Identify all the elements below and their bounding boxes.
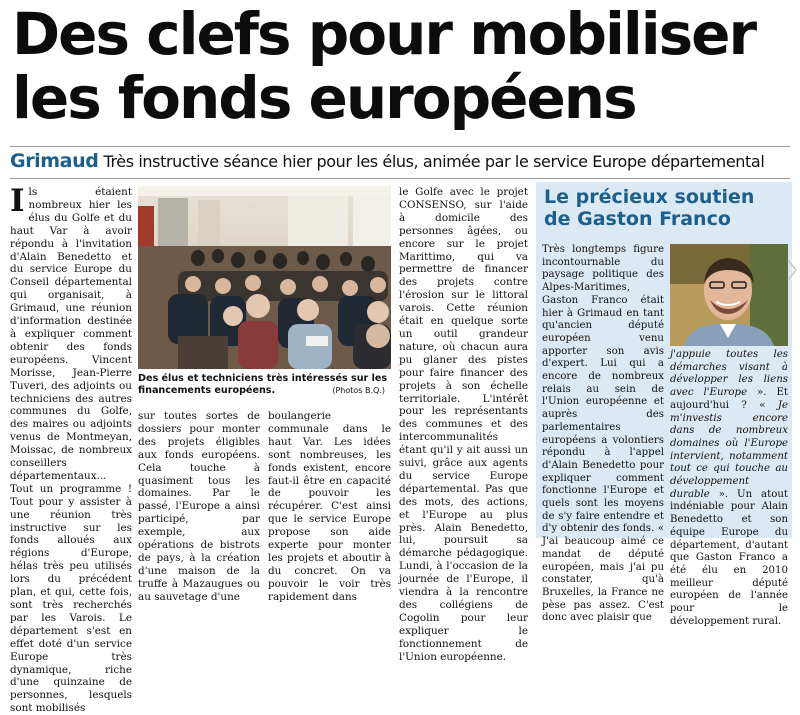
sidebar-quote-2: Je m'investis encore dans de nombreux domaines où l'Europe intervient, notamment tout ce qui touche au développement durable (670, 399, 788, 500)
sidebar-column-a: Très longtemps figure incontournable du paysage politique des Alpes-Maritimes, Gaston Franco était hier à Grimaud en tant qu'ancien député européen venu apporter son avis d'expert. Lui qui a encore de nombreux relais au sein de l'Union européenne et auprès des parlementaires européens a volontiers répondu à l'appel d'Alain Benedetto pour expliquer comment fonctionne l'Europe et quels sont les moyens de s'y faire entendre et d'y obtenir des fonds. « J'ai beaucoup aimé ce mandat de député européen, mais j'ai pu constater, qu'à Bruxelles, la France ne pèse pas assez. C'est donc avec plaisir que (542, 244, 664, 624)
sidebar-title-line-2: de Gaston Franco (544, 208, 731, 230)
kicker (10, 150, 800, 172)
meeting-photo-image (138, 186, 391, 369)
sidebar-column-b (670, 349, 788, 628)
article-column-3: boulangerie communale dans le haut Var. Les idées sont nombreuses, les fonds existent, encore faut-il être en capacité de pouvoir les récupérer. C'est ainsi que le service Europe propose son aide experte pour monter les projets et aboutir à du concret. On va pouvoir le voir très rapidement dans (268, 410, 391, 603)
article-column-1-text: ls étaient nombreux hier les élus du Golfe et du haut Var à avoir répondu à l'invitation d'Alain Benedetto et du service Europe du Conseil départemental qui organisait, à Grimaud, une réunion d'information destinée à expliquer comment obtenir des fonds européens. Vincent Morisse, Jean-Pierre Tuveri, des adjoints ou techniciens des autres communes du Golfe, des maires ou adjoints venus de Montmeyan, Moissac, de nombreux conseillers départementaux... Tout un programme ! Tout pour y assister à une réunion très instructive sur les fonds alloués aux régions d'Europe, hélas très peu utilisés lors du précédent plan, et qui, cette fois, sont très recherchés par les Varois. Le département s'est en effet doté d'un service Europe très dynamique, riche d'une quinzaine de personnes, lesquels sont mobilisés (10, 186, 132, 715)
portrait-image (670, 244, 788, 346)
photo-caption-text: Des élus et techniciens très intéressés sur les financements européens. (138, 373, 388, 396)
photo-credit: (Photos B.Q.) (332, 386, 385, 395)
sidebar-text-2: ». Un atout indéniable pour Alain Benedetto et son équipe Europe du département, d'autant que Gaston Franco a été élu en 2010 meilleur député européen de l'année pour le développement rural. (670, 488, 788, 627)
kicker-text: Très instructive séance hier pour les élus, animée par le service Europe départemental (103, 152, 765, 171)
kicker-place: Grimaud (10, 150, 99, 172)
chevron-right-icon[interactable] (786, 258, 798, 282)
headline-line-1: Des clefs pour mobiliser (12, 0, 756, 68)
headline-line-2: les fonds européens (12, 64, 636, 132)
sidebar-title (544, 186, 754, 230)
meeting-photo (138, 186, 391, 369)
sidebar-text-1: ». Et aujourd'hui ? « (670, 387, 788, 411)
sidebar-title-line-1: Le précieux soutien (544, 186, 755, 208)
article-column-2: sur toutes sortes de dossiers pour monter des projets éligibles aux fonds européens. Cela touche à quasiment tous les domaines. Par le passé, l'Europe a ainsi participé, par exemple, aux opérations de bistrots de pays, à la création d'une maison de la truffe à Mazaugues ou au sauvetage d'une (138, 410, 260, 603)
article-dropcap: I (10, 183, 25, 219)
kicker-rule (10, 178, 790, 179)
sidebar-box (536, 182, 792, 627)
article-column-4: le Golfe avec le projet CONSENSO, sur l'aide à domicile des personnes âgées, ou encore sur le projet Marittimo, qui va permettre de financer des projets contre l'érosion sur le littoral varois. Cette réunion était en quelque sorte un outil grandeur nature, où chacun aura pu glaner des pistes pour faire financer des projets à son échelle territoriale. L'intérêt pour les représentants des communes et des intercommunalités étant qu'il y ait aussi un suivi, grâce aux agents du service Europe départemental. Pas que des mots, des actions, et l'Europe au plus près. Alain Benedetto, lui, poursuit sa démarche pédagogique. Lundi, à l'occasion de la journée de l'Europe, il viendra à la rencontre des collégiens de Cogolin pour leur expliquer le fonctionnement de l'Union européenne. (399, 186, 528, 663)
photo-caption (138, 373, 391, 397)
sidebar-quote-1: j'appuie toutes les démarches visant à développer les liens avec l'Europe (670, 349, 788, 399)
gaston-franco-portrait (670, 244, 788, 346)
article-column-1 (10, 183, 132, 715)
headline-rule (10, 146, 790, 147)
headline (12, 2, 792, 130)
